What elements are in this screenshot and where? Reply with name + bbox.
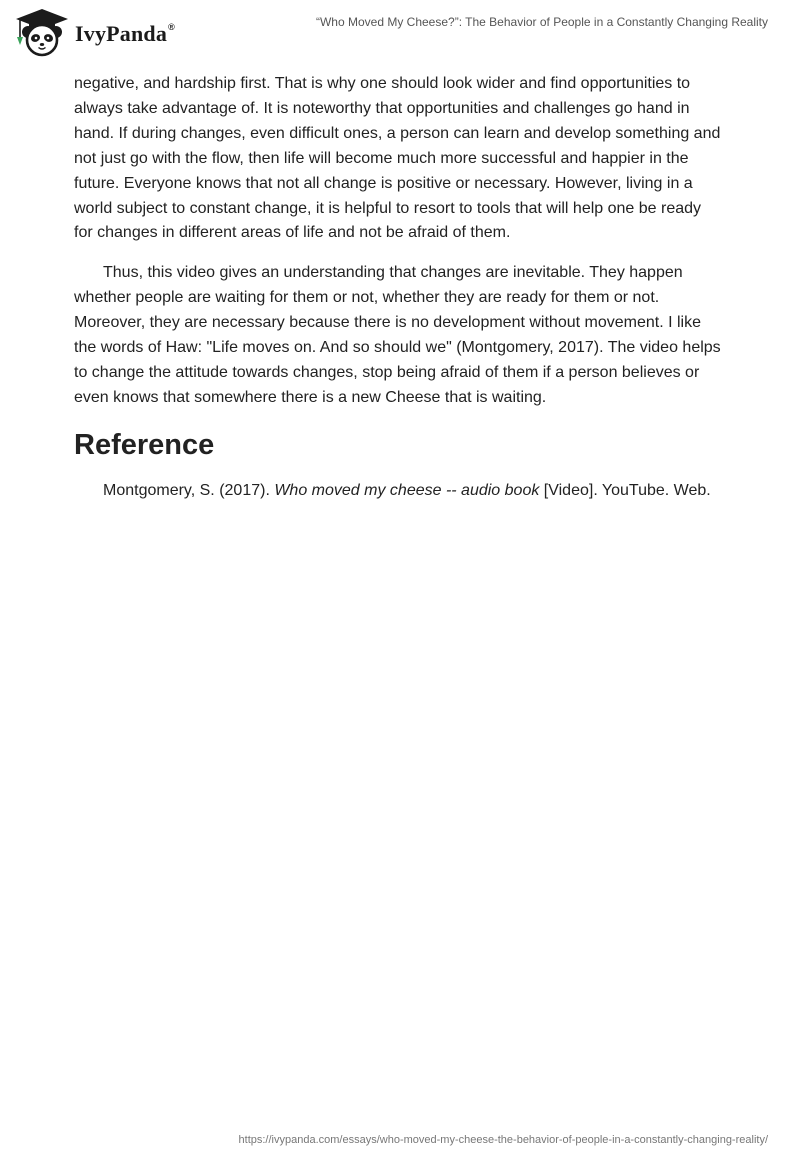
reference-prefix: Montgomery, S. (2017). — [103, 481, 275, 499]
body-paragraph-1: negative, and hardship first. That is why one should look wider and find opportunities to always take advantage of. It is noteworthy that opportunities and challenges go hand in hand. If during changes, even difficult ones, a person can learn and develop something and not just go with the flow, then life will become much more successful and happier in the future. Everyone knows that not all change is positive or necessary. However, living in a world subject to constant change, it is helpful to resort to tools that will help one be ready for changes in different areas of life and not be afraid of them. — [74, 75, 721, 242]
reference-title: Who moved my cheese -- audio book — [274, 481, 540, 499]
body-paragraph-2: Thus, this video gives an understanding that changes are inevitable. They happen whether people are waiting for them or not, whether they are ready for them or not. Moreover, they are necessary because there is no development without movement. I like the words of Haw: "Life moves on. And so should we" (Montgomery, 2017). The video helps to change the attitude towards changes, stop being afraid of them if a person believes or even knows that somewhere there is a new Cheese that is waiting. — [74, 264, 721, 406]
essay-content — [74, 72, 724, 504]
reference-entry — [74, 479, 724, 504]
logo-text: IvyPanda® — [75, 21, 175, 46]
registered-mark: ® — [168, 21, 175, 32]
source-url[interactable]: https://ivypanda.com/essays/who-moved-my-cheese-the-behavior-of-people-in-a-constantly-changing-reality/ — [238, 1134, 768, 1146]
reference-heading: Reference — [74, 428, 215, 461]
document-title: “Who Moved My Cheese?”: The Behavior of People in a Constantly Changing Reality — [315, 15, 768, 29]
page-header — [0, 0, 800, 62]
reference-suffix: [Video]. YouTube. Web. — [539, 481, 711, 499]
ivypanda-logo[interactable] — [14, 7, 175, 57]
panda-graduate-icon — [14, 7, 70, 57]
